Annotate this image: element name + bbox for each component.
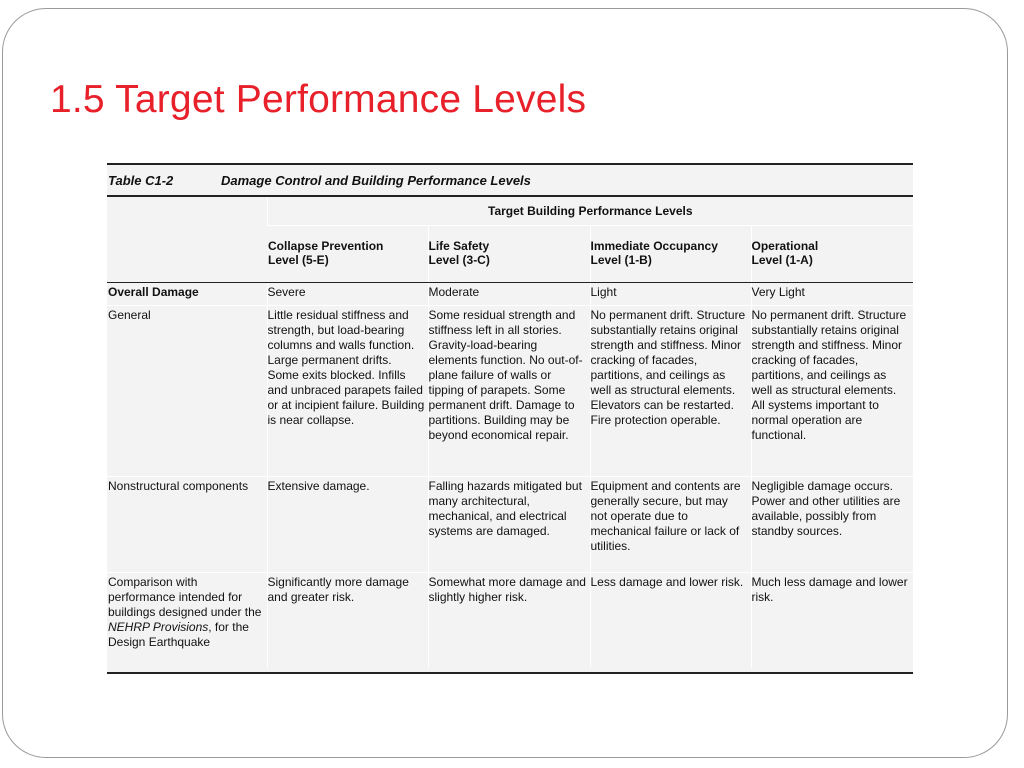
column-header-line2: Level (5-E) [268, 253, 329, 267]
column-header-line2: Level (1-B) [590, 253, 652, 267]
row-label [107, 573, 267, 669]
table-cell: Severe [267, 283, 428, 306]
table-row-overall-damage [107, 283, 913, 306]
table-cell: Light [590, 283, 751, 306]
table-caption [107, 165, 913, 197]
column-header-operational [751, 226, 913, 283]
table-cell: Much less damage and lower risk. [751, 573, 913, 669]
table-cell: Negligible damage occurs. Power and other utilities are available, possibly from standby sources. [751, 477, 913, 573]
table-cell: Equipment and contents are generally secure, but may not operate due to mechanical failure or lack of utilities. [590, 477, 751, 573]
row-label: General [107, 306, 267, 477]
table-caption-title: Damage Control and Building Performance Levels [221, 172, 531, 188]
table-row-general [107, 306, 913, 477]
column-header-line1: Immediate Occupancy [590, 239, 718, 253]
table-cell: Very Light [751, 283, 913, 306]
table-cell: Significantly more damage and greater risk. [267, 573, 428, 669]
column-header-life-safety [428, 226, 590, 283]
column-header-line1: Collapse Prevention [268, 239, 384, 253]
column-header-immediate-occupancy [590, 226, 751, 283]
table-cell: Little residual stiffness and strength, but load-bearing columns and walls function. Large permanent drifts. Some exits blocked. Infills and unbraced parapets failed or at incipient failure. Building is near collapse. [267, 306, 428, 477]
table-cell: Extensive damage. [267, 477, 428, 573]
column-header-line2: Level (1-A) [751, 253, 813, 267]
table-cell: Moderate [428, 283, 590, 306]
table-row-comparison [107, 573, 913, 669]
table-row-nonstructural [107, 477, 913, 573]
row-label-part2: , for the Design Earthquake [108, 620, 249, 649]
group-header: Target Building Performance Levels [267, 197, 913, 226]
row-label: Overall Damage [107, 283, 267, 306]
table-body [107, 197, 913, 668]
performance-levels-table [107, 163, 913, 674]
slide-title: 1.5 Target Performance Levels [50, 78, 587, 121]
row-label: Nonstructural components [107, 477, 267, 573]
column-header-line2: Level (3-C) [428, 253, 490, 267]
table-cell: Falling hazards mitigated but many architectural, mechanical, and electrical systems are damaged. [428, 477, 590, 573]
table-cell: No permanent drift. Structure substantially retains original strength and stiffness. Minor cracking of facades, partitions, and ceilings as well as structural elements. All systems important to normal operation are functional. [751, 306, 913, 477]
column-header-line1: Operational [751, 239, 819, 253]
column-header-collapse-prevention [267, 226, 428, 283]
row-label-part1: Comparison with performance intended for buildings designed under the [108, 575, 262, 619]
table-cell: Some residual strength and stiffness left in all stories. Gravity-load-bearing elements function. No out-of-plane failure of walls or tipping of parapets. Some permanent drift. Damage to partitions. Building may be beyond economical repair. [428, 306, 590, 477]
table-cell: Somewhat more damage and slightly higher risk. [428, 573, 590, 669]
table-cell: No permanent drift. Structure substantially retains original strength and stiffness. Minor cracking of facades, partitions, and ceilings as well as structural elements. Elevators can be restarted. Fire protection operable. [590, 306, 751, 477]
table-caption-number: Table C1-2 [108, 172, 174, 188]
table-cell: Less damage and lower risk. [590, 573, 751, 669]
header-corner-cell [107, 197, 267, 283]
row-label-italic: NEHRP Provisions [108, 620, 209, 634]
column-header-line1: Life Safety [428, 239, 490, 253]
